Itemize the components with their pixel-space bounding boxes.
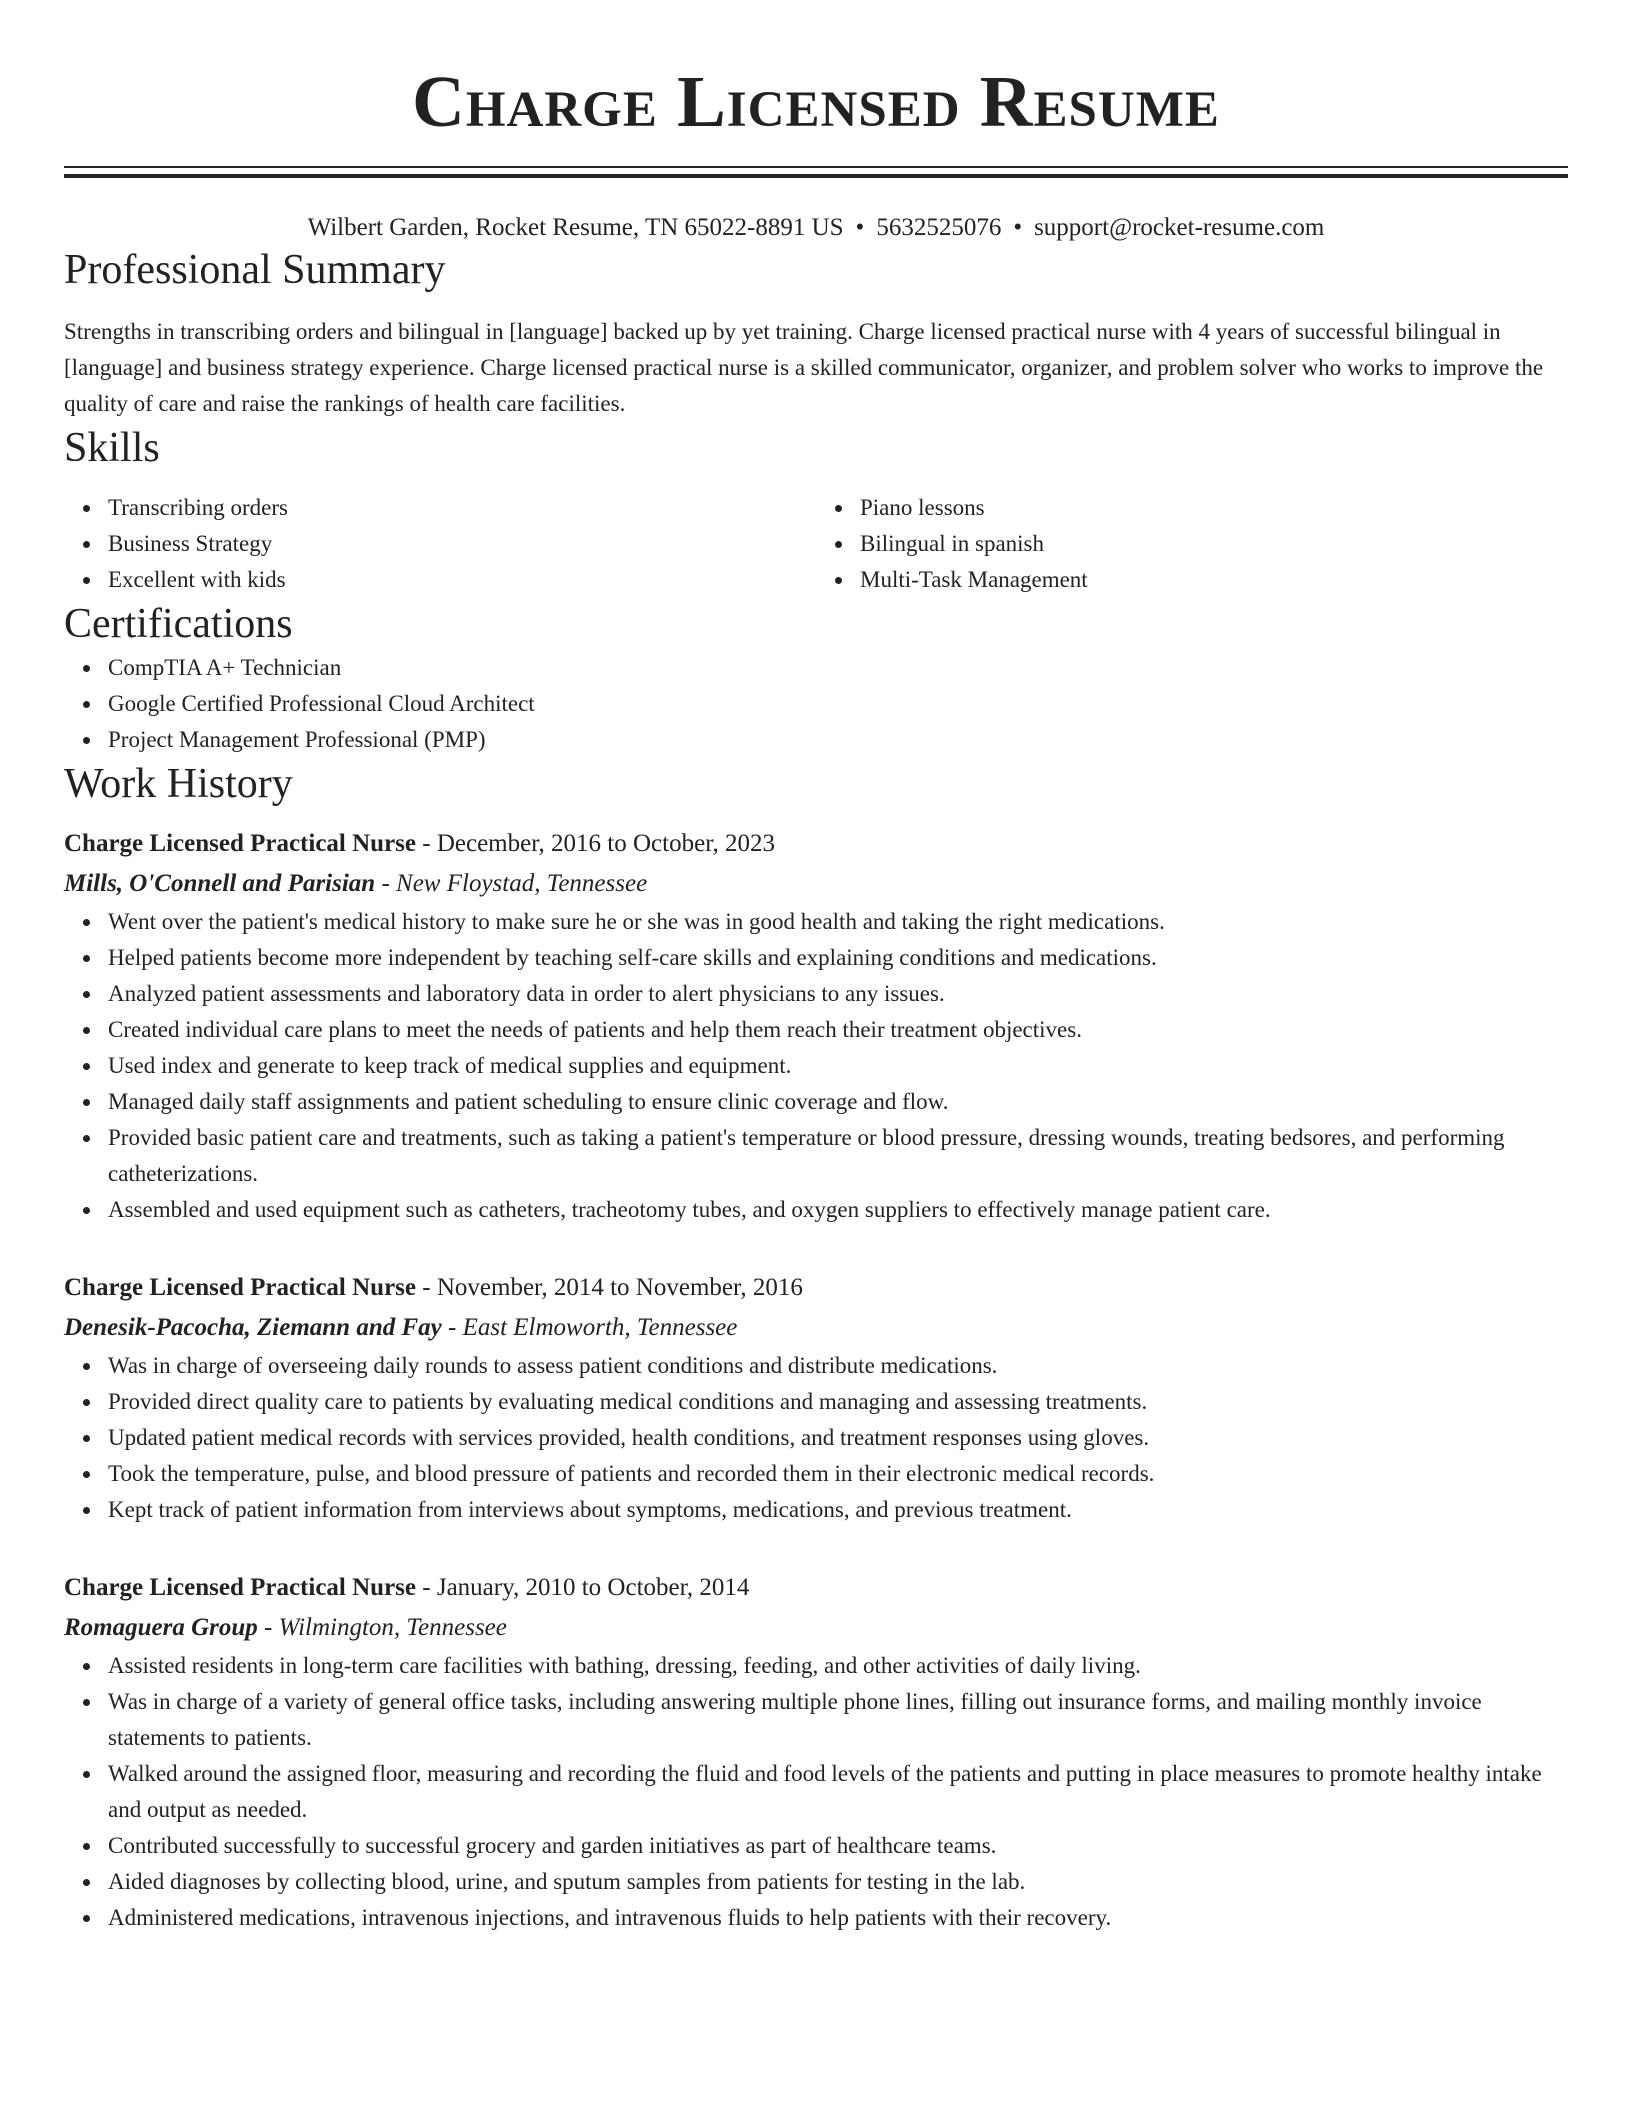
job-dates: November, 2014 to November, 2016 [436, 1274, 803, 1301]
job-duties-list [64, 1648, 1568, 1936]
job-duties-list [64, 1348, 1568, 1528]
skills-column-right [816, 490, 1568, 598]
job-dates: December, 2016 to October, 2023 [436, 830, 776, 857]
job-duty: Analyzed patient assessments and laboratory data in order to alert physicians to any issues. [108, 976, 1568, 1012]
job-entry [64, 1568, 1568, 1936]
contact-phone: 5632525076 [876, 214, 1002, 241]
job-duty: Went over the patient's medical history to make sure he or she was in good health and taking the right medications. [108, 904, 1568, 940]
bullet-separator: • [855, 214, 865, 241]
skill-item: Multi-Task Management [860, 562, 1568, 598]
job-location: New Floystad, Tennessee [396, 870, 648, 897]
job-duty: Managed daily staff assignments and patient scheduling to ensure clinic coverage and flow. [108, 1084, 1568, 1120]
contact-email: support@rocket-resume.com [1034, 214, 1325, 241]
job-company: Romaguera Group [64, 1614, 258, 1641]
job-duty: Helped patients become more independent by teaching self-care skills and explaining conditions and medications. [108, 940, 1568, 976]
skill-item: Bilingual in spanish [860, 526, 1568, 562]
resume-title: Charge Licensed Resume [412, 61, 1220, 142]
job-duty: Administered medications, intravenous injections, and intravenous fluids to help patients with their recovery. [108, 1900, 1568, 1936]
job-company: Denesik-Pacocha, Ziemann and Fay [64, 1314, 442, 1341]
job-duties-list [64, 904, 1568, 1228]
summary-heading: Professional Summary [64, 247, 446, 293]
job-duty: Updated patient medical records with services provided, health conditions, and treatment responses using gloves. [108, 1420, 1568, 1456]
skills-list [64, 490, 1568, 598]
summary-text: Strengths in transcribing orders and bilingual in [language] backed up by yet training. Charge licensed practical nurse with 4 years of successful bilingual in [language] and business strategy experience. Charge licensed practical nurse is a skilled communicator, organizer, and problem solver who works to improve the quality of care and raise the rankings of health care facilities. [64, 319, 1544, 416]
job-entry [64, 1268, 1568, 1528]
certifications-heading: Certifications [64, 601, 293, 647]
job-entry [64, 824, 1568, 1228]
job-title-line: Charge Licensed Practical Nurse - December, 2016 to October, 2023 [64, 830, 776, 857]
skill-item: Transcribing orders [108, 490, 816, 526]
title-divider [64, 166, 1568, 178]
job-role: Charge Licensed Practical Nurse [64, 1574, 417, 1601]
job-duty: Kept track of patient information from interviews about symptoms, medications, and previous treatment. [108, 1492, 1568, 1528]
certification-item: CompTIA A+ Technician [108, 650, 1568, 686]
skill-item: Excellent with kids [108, 562, 816, 598]
job-company-line: Mills, O'Connell and Parisian - New Floystad, Tennessee [64, 870, 648, 897]
skill-item: Business Strategy [108, 526, 816, 562]
job-duty: Was in charge of overseeing daily rounds to assess patient conditions and distribute medications. [108, 1348, 1568, 1384]
job-duty: Created individual care plans to meet the needs of patients and help them reach their treatment objectives. [108, 1012, 1568, 1048]
work-history-heading: Work History [64, 761, 293, 807]
job-role: Charge Licensed Practical Nurse [64, 1274, 417, 1301]
job-dates: January, 2010 to October, 2014 [436, 1574, 750, 1601]
job-duty: Used index and generate to keep track of medical supplies and equipment. [108, 1048, 1568, 1084]
job-role: Charge Licensed Practical Nurse [64, 830, 417, 857]
contact-line [64, 212, 1568, 244]
job-duty: Provided direct quality care to patients by evaluating medical conditions and managing and assessing treatments. [108, 1384, 1568, 1420]
job-company: Mills, O'Connell and Parisian [64, 870, 376, 897]
certification-item: Google Certified Professional Cloud Architect [108, 686, 1568, 722]
certifications-list [64, 650, 1568, 758]
skills-column-left [64, 490, 816, 598]
skills-heading: Skills [64, 425, 160, 471]
job-duty: Assisted residents in long-term care facilities with bathing, dressing, feeding, and other activities of daily living. [108, 1648, 1568, 1684]
job-duty: Took the temperature, pulse, and blood pressure of patients and recorded them in their electronic medical records. [108, 1456, 1568, 1492]
job-company-line: Denesik-Pacocha, Ziemann and Fay - East Elmoworth, Tennessee [64, 1314, 738, 1341]
job-duty: Walked around the assigned floor, measuring and recording the fluid and food levels of the patients and putting in place measures to promote healthy intake and output as needed. [108, 1756, 1568, 1828]
job-title-line: Charge Licensed Practical Nurse - January, 2010 to October, 2014 [64, 1574, 750, 1601]
certification-item: Project Management Professional (PMP) [108, 722, 1568, 758]
job-title-line: Charge Licensed Practical Nurse - November, 2014 to November, 2016 [64, 1274, 803, 1301]
divider-thick-line [64, 174, 1568, 178]
job-duty: Assembled and used equipment such as catheters, tracheotomy tubes, and oxygen suppliers to effectively manage patient care. [108, 1192, 1568, 1228]
job-location: East Elmoworth, Tennessee [462, 1314, 738, 1341]
job-duty: Aided diagnoses by collecting blood, urine, and sputum samples from patients for testing in the lab. [108, 1864, 1568, 1900]
contact-address: Wilbert Garden, Rocket Resume, TN 65022-8891 US [307, 214, 844, 241]
job-location: Wilmington, Tennessee [278, 1614, 507, 1641]
job-company-line: Romaguera Group - Wilmington, Tennessee [64, 1614, 507, 1641]
job-duty: Contributed successfully to successful grocery and garden initiatives as part of healthcare teams. [108, 1828, 1568, 1864]
skill-item: Piano lessons [860, 490, 1568, 526]
job-duty: Provided basic patient care and treatments, such as taking a patient's temperature or blood pressure, dressing wounds, treating bedsores, and performing catheterizations. [108, 1120, 1568, 1192]
bullet-separator: • [1013, 214, 1023, 241]
job-duty: Was in charge of a variety of general office tasks, including answering multiple phone lines, filling out insurance forms, and mailing monthly invoice statements to patients. [108, 1684, 1568, 1756]
